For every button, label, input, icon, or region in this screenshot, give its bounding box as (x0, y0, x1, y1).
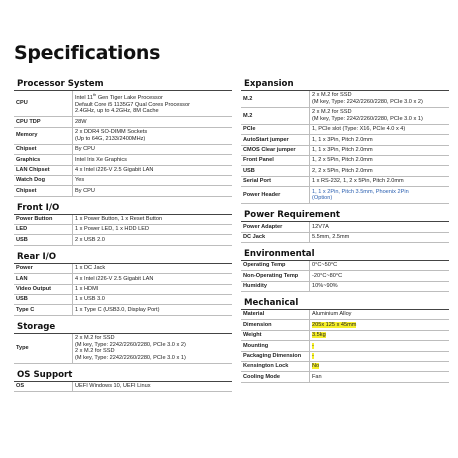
spec-row (14, 127, 232, 144)
spec-key: Type C (14, 305, 73, 315)
spec-table (241, 91, 449, 204)
spec-value-line: 205x 125 x 45mm (312, 321, 357, 328)
spec-value (73, 225, 233, 235)
section-storage (14, 321, 232, 364)
spec-key: Memory (14, 127, 73, 144)
spec-value-line: Fan (312, 373, 322, 380)
spec-value (310, 330, 450, 340)
spec-value (310, 271, 450, 281)
spec-row (14, 284, 232, 294)
spec-key: USB (14, 235, 73, 245)
spec-value (310, 310, 450, 320)
section-heading: Processor System (14, 78, 232, 91)
spec-value-line: (M key, Type: 2242/2260/2280, PCIe 3.0 x 1) (312, 115, 423, 122)
spec-key: M.2 (241, 107, 310, 124)
spec-value (73, 127, 233, 144)
spec-value (73, 165, 233, 175)
spec-row (14, 117, 232, 127)
spec-value (73, 334, 233, 364)
right-column (241, 78, 449, 388)
spec-value (310, 107, 450, 124)
section-heading: Front I/O (14, 202, 232, 215)
spec-key: Packaging Dimension (241, 351, 310, 361)
spec-value-line: UEFI Windows 10, UEFI Linux (75, 383, 151, 390)
spec-value-line: 4 x Intel i226-V 2.5 Gigabit LAN (75, 275, 154, 282)
left-column (14, 78, 232, 397)
spec-key: LAN Chipset (14, 165, 73, 175)
spec-value-line: 1 x HDMI (75, 285, 99, 292)
spec-value-line: 1, 2 x 5Pin, Pitch 2.0mm (312, 157, 373, 164)
spec-value-line: 2.4GHz, up to 4.2GHz, 8M Cache (75, 108, 159, 115)
spec-value-line: 0°C~50°C (312, 262, 338, 269)
spec-key: Operating Temp (241, 261, 310, 271)
spec-row (241, 176, 449, 186)
spec-value (73, 264, 233, 274)
spec-row (14, 165, 232, 175)
spec-value-line: Aluminium Alloy (312, 311, 352, 318)
spec-key: Power Button (14, 215, 73, 225)
spec-value-line: (M key, Type: 2242/2260/2280, PCIe 3.0 x 1) (75, 354, 186, 361)
spec-value (310, 281, 450, 291)
spec-row (14, 264, 232, 274)
section-expansion (241, 78, 449, 204)
spec-key: Cooling Mode (241, 372, 310, 382)
ordinal-suffix: th (92, 92, 97, 98)
spec-key: Kensington Lock (241, 361, 310, 371)
section-mechanical (241, 297, 449, 383)
spec-table (241, 261, 449, 292)
spec-value-line: (Up to 64G, 2133/2400MHz) (75, 135, 146, 142)
spec-value-line: 1 x Power LED, 1 x HDD LED (75, 226, 149, 233)
spec-row (241, 361, 449, 371)
spec-value-line: -20°C~80°C (312, 272, 343, 279)
spec-value (73, 274, 233, 284)
spec-value-line: 1 x DC Jack (75, 265, 106, 272)
spec-value (310, 341, 450, 351)
page-title: Specifications (14, 42, 161, 64)
section-heading: Mechanical (241, 297, 449, 310)
spec-key: LAN (14, 274, 73, 284)
spec-row (14, 144, 232, 154)
spec-row (241, 124, 449, 134)
spec-value-line: 28W (75, 118, 87, 125)
spec-key: LED (14, 225, 73, 235)
spec-key: CMOS Clear jumper (241, 145, 310, 155)
spec-value (73, 91, 233, 117)
spec-row (241, 187, 449, 204)
spec-value (73, 117, 233, 127)
spec-row (241, 330, 449, 340)
spec-row (14, 382, 232, 392)
spec-value-line: 2 x M.2 for SSD (75, 348, 115, 355)
spec-key: OS (14, 382, 73, 392)
spec-key: Power Header (241, 187, 310, 204)
spec-value (310, 91, 450, 107)
spec-row (241, 320, 449, 330)
spec-value (310, 232, 450, 242)
spec-value (310, 261, 450, 271)
spec-key: Weight (241, 330, 310, 340)
spec-value-line: 2 x DDR4 SO-DIMM Sockets (75, 129, 148, 136)
spec-value-line: 1, 1 x 3Pin, Pitch 2.0mm (312, 136, 373, 143)
spec-key: Dimension (241, 320, 310, 330)
spec-value (310, 222, 450, 232)
spec-key: Type (14, 334, 73, 364)
spec-row (241, 145, 449, 155)
spec-value-line: 1, 1 x 2Pin, Pitch 3.5mm, Phoenix 2Pin (312, 188, 409, 195)
spec-value-line: 2, 2 x 5Pin, Pitch 2.0mm (312, 167, 373, 174)
spec-value (310, 124, 450, 134)
spec-value-line: 1, PCIe slot (Type: X16, PCIe 4.0 x 4) (312, 126, 406, 133)
spec-key: Chipset (14, 186, 73, 196)
spec-row (14, 186, 232, 196)
spec-table (241, 222, 449, 243)
spec-table (241, 310, 449, 383)
spec-key: Serial Port (241, 176, 310, 186)
spec-key: Non-Operating Temp (241, 271, 310, 281)
section-heading: OS Support (14, 369, 232, 382)
section-heading: Environmental (241, 248, 449, 261)
spec-value (310, 361, 450, 371)
spec-row (14, 91, 232, 117)
spec-row (241, 107, 449, 124)
spec-table (14, 91, 232, 197)
spec-row (241, 261, 449, 271)
spec-value-line: (M key, Type: 2242/2260/2280, PCIe 3.0 x 2) (312, 98, 423, 105)
spec-row (14, 305, 232, 315)
spec-value-line: 5.5mm, 2.5mm (312, 233, 350, 240)
spec-key: USB (241, 166, 310, 176)
spec-row (241, 341, 449, 351)
spec-row (241, 156, 449, 166)
spec-row (14, 215, 232, 225)
section-spacer (14, 392, 232, 397)
spec-table (14, 215, 232, 246)
spec-value-line: 2 x M.2 for SSD (312, 92, 352, 99)
spec-row (14, 294, 232, 304)
spec-value-line: 2 x M.2 for SSD (312, 109, 352, 116)
spec-row (241, 135, 449, 145)
spec-value (310, 320, 450, 330)
spec-value (73, 294, 233, 304)
spec-key: CPU TDP (14, 117, 73, 127)
spec-row (241, 166, 449, 176)
spec-row (14, 175, 232, 185)
spec-value-line: Intel 11th Gen Tiger Lake Processor (75, 92, 163, 102)
spec-key: Graphics (14, 155, 73, 165)
section-heading: Expansion (241, 78, 449, 91)
spec-value-line: 2 x M.2 for SSD (75, 335, 115, 342)
spec-value (73, 284, 233, 294)
spec-value-line: (Option) (312, 195, 333, 202)
spec-value-line: Default Core i5 1135G7 Qual Cores Processor (75, 101, 190, 108)
spec-row (241, 271, 449, 281)
spec-row (241, 310, 449, 320)
spec-key: Power (14, 264, 73, 274)
spec-key: USB (14, 294, 73, 304)
spec-key: Chipset (14, 144, 73, 154)
spec-value-line: 1 x Type C (USB3.0, Display Port) (75, 306, 160, 313)
spec-value (310, 166, 450, 176)
spec-value-line: 2 x USB 2.0 (75, 236, 105, 243)
section-spacer (241, 383, 449, 388)
section-rear-i-o (14, 251, 232, 316)
spec-value (310, 372, 450, 382)
section-os-support (14, 369, 232, 392)
spec-value (310, 156, 450, 166)
spec-row (14, 334, 232, 364)
section-front-i-o (14, 202, 232, 246)
spec-value-line: 1 x Power Button, 1 x Reset Button (75, 216, 163, 223)
spec-value-line: 1, 1 x 3Pin, Pitch 2.0mm (312, 147, 373, 154)
spec-value (73, 305, 233, 315)
spec-value-line: 12V7A (312, 223, 329, 230)
spec-value-line: - (312, 342, 314, 349)
spec-row (14, 155, 232, 165)
spec-table (14, 382, 232, 392)
spec-key: Power Adapter (241, 222, 310, 232)
spec-row (241, 91, 449, 107)
spec-value (73, 215, 233, 225)
spec-value-line: 3.5kg (312, 332, 326, 339)
spec-value (310, 135, 450, 145)
spec-row (241, 351, 449, 361)
spec-key: Mounting (241, 341, 310, 351)
spec-key: Material (241, 310, 310, 320)
spec-row (241, 372, 449, 382)
spec-key: Front Panel (241, 156, 310, 166)
spec-row (14, 235, 232, 245)
spec-row (241, 281, 449, 291)
section-heading: Rear I/O (14, 251, 232, 264)
spec-value-line: 1 x RS-232, 1, 2 x 5Pin, Pitch 2.0mm (312, 178, 404, 185)
spec-key: AutoStart jumper (241, 135, 310, 145)
spec-row (241, 222, 449, 232)
spec-key: CPU (14, 91, 73, 117)
spec-row (14, 274, 232, 284)
spec-value-line: Yes (75, 177, 85, 184)
section-processor-system (14, 78, 232, 197)
spec-value (310, 176, 450, 186)
section-power-requirement (241, 209, 449, 243)
section-heading: Storage (14, 321, 232, 334)
spec-key: DC Jack (241, 232, 310, 242)
spec-value-line: 4 x Intel i226-V 2.5 Gigabit LAN (75, 166, 154, 173)
spec-value-line: No (312, 363, 320, 370)
spec-value (73, 382, 233, 392)
spec-value (310, 145, 450, 155)
spec-value (73, 144, 233, 154)
section-heading: Power Requirement (241, 209, 449, 222)
spec-value (73, 175, 233, 185)
spec-row (14, 225, 232, 235)
spec-key: Humidity (241, 281, 310, 291)
spec-key: M.2 (241, 91, 310, 107)
spec-value-line: By CPU (75, 146, 95, 153)
spec-row (241, 232, 449, 242)
spec-value-line: 1 x USB 3.0 (75, 296, 105, 303)
spec-key: Watch Dog (14, 175, 73, 185)
section-environmental (241, 248, 449, 292)
spec-value (310, 351, 450, 361)
spec-value-line: Intel Iris Xe Graphics (75, 156, 127, 163)
spec-value-line: - (312, 352, 314, 359)
spec-value-line: By CPU (75, 187, 95, 194)
spec-value-line: (M key, Type: 2242/2260/2280, PCIe 3.0 x 2) (75, 341, 186, 348)
spec-value (73, 235, 233, 245)
spec-value (73, 186, 233, 196)
spec-key: PCIe (241, 124, 310, 134)
spec-value-line: 10%~90% (312, 283, 338, 290)
spec-table (14, 334, 232, 364)
spec-table (14, 264, 232, 316)
spec-value (73, 155, 233, 165)
spec-value (310, 187, 450, 204)
spec-key: Video Output (14, 284, 73, 294)
